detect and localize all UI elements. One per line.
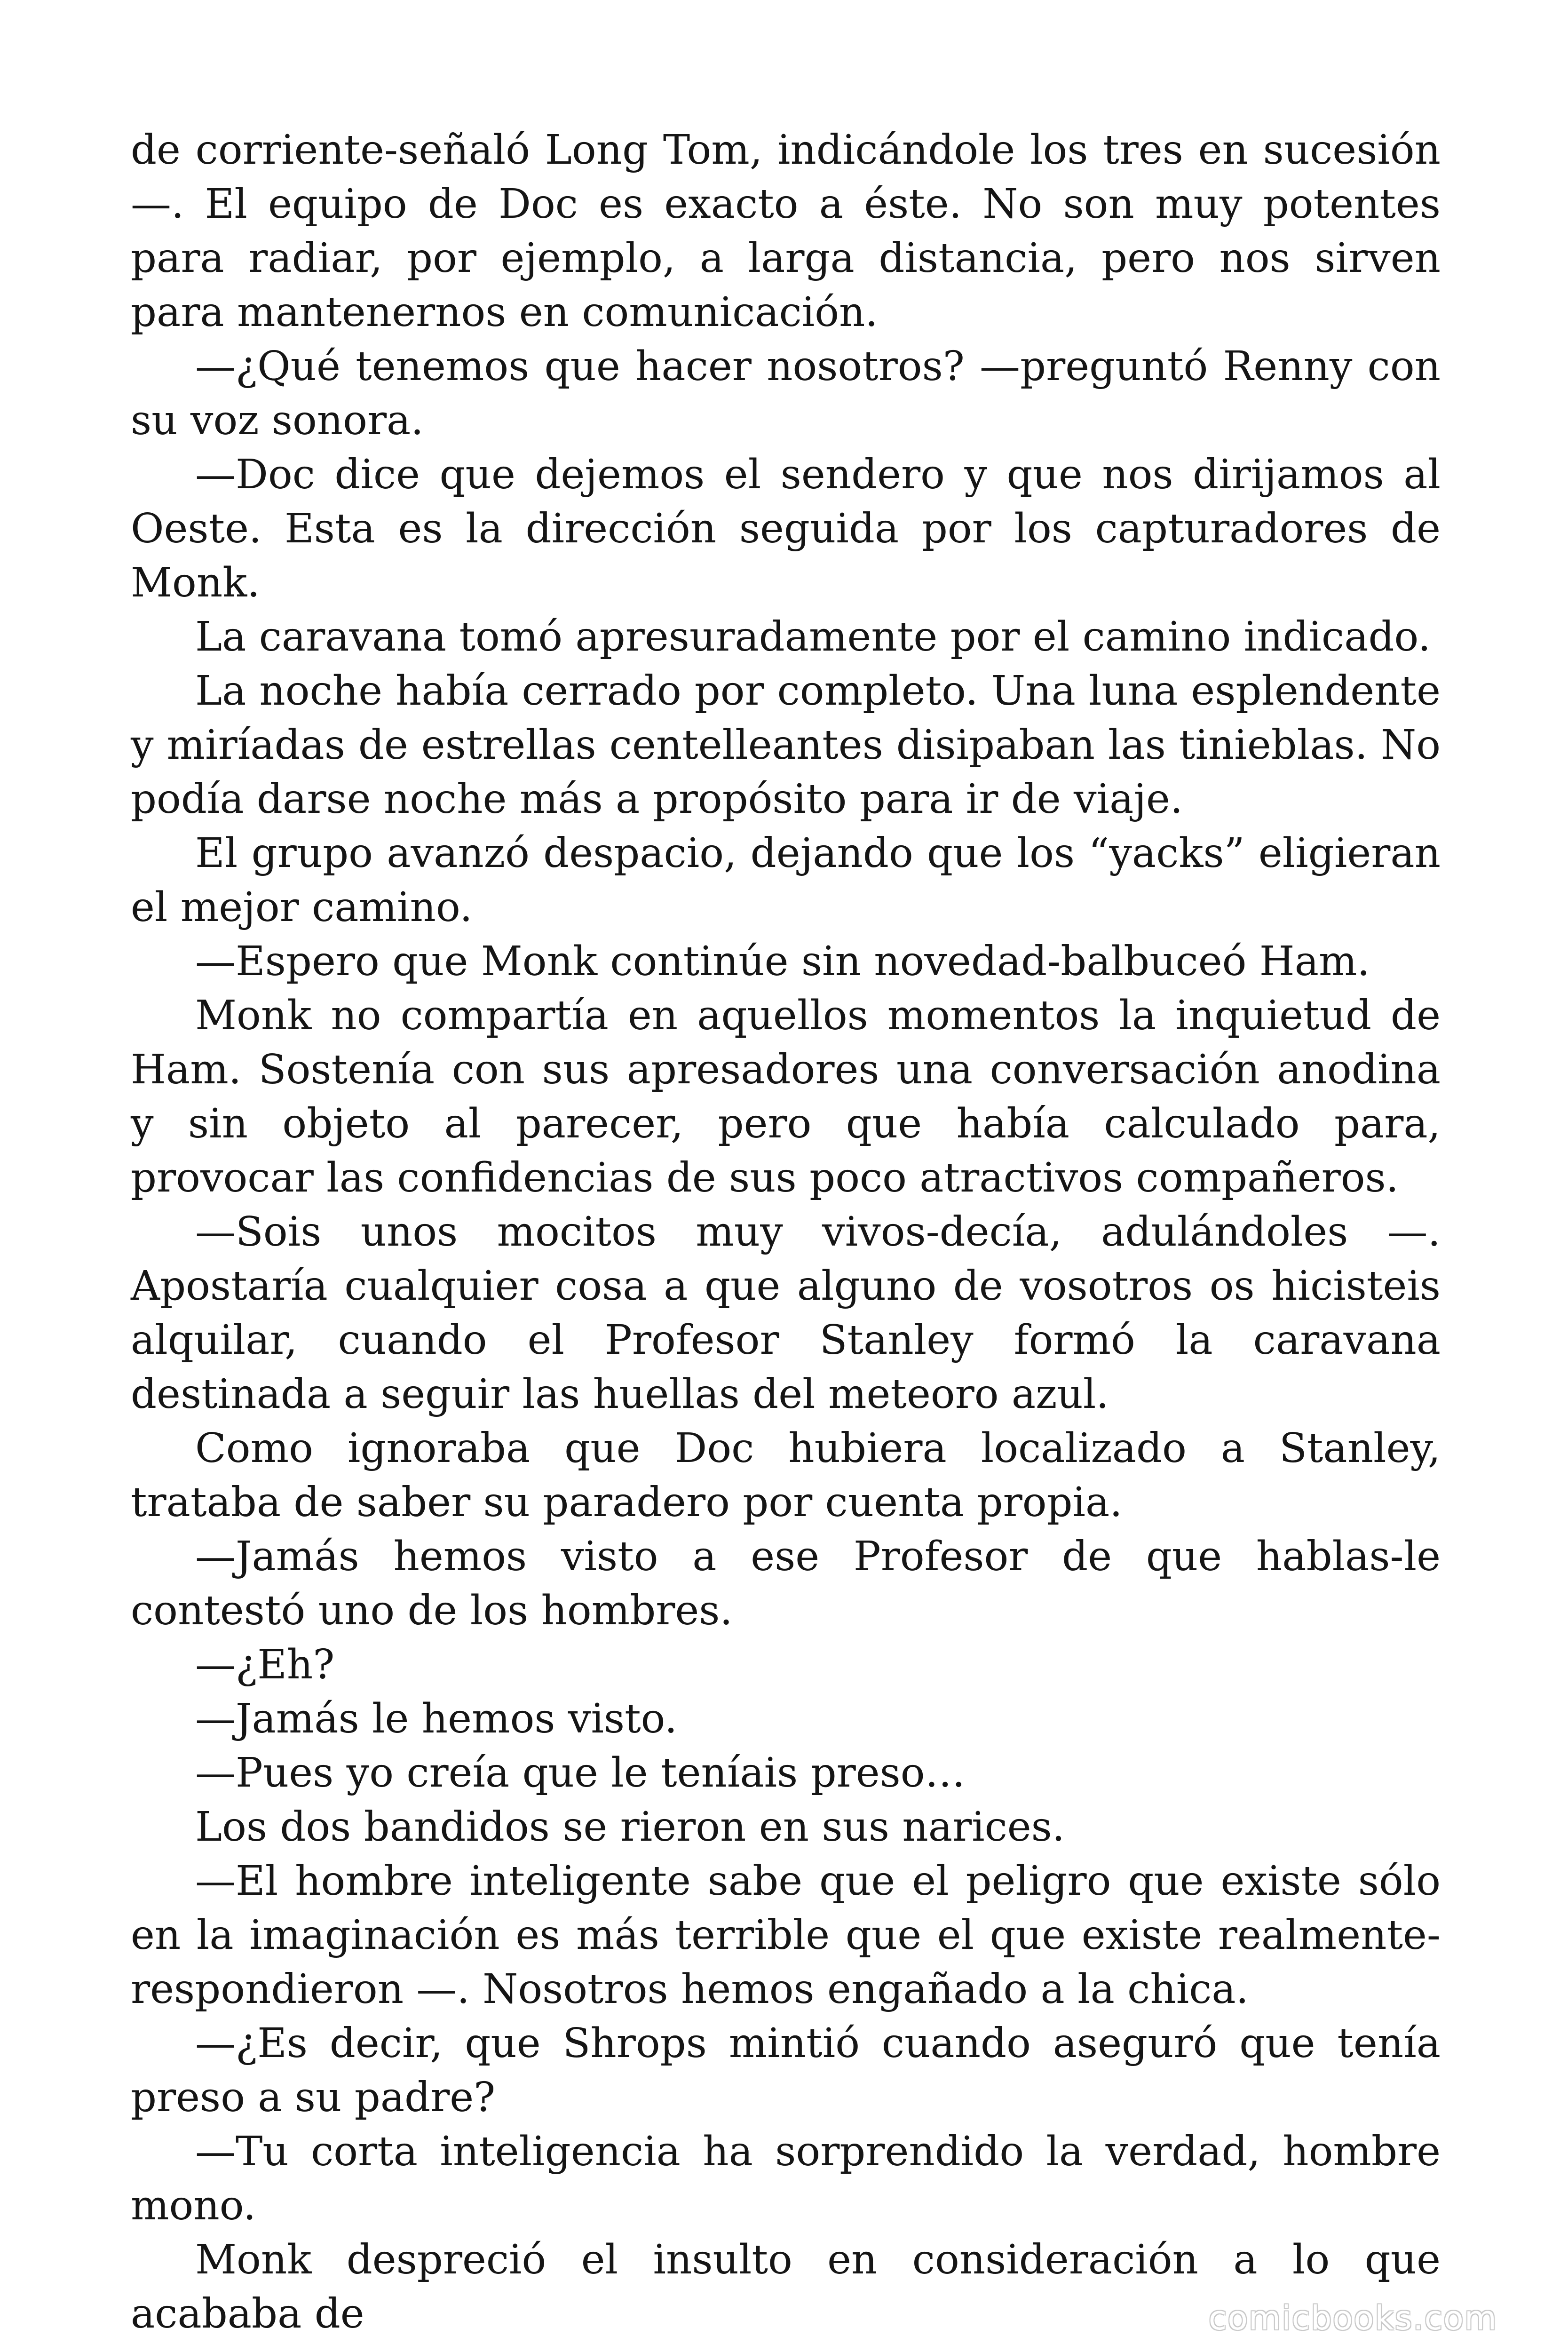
paragraph: Monk no compartía en aquellos momentos la inquietud de Ham. Sostenía con sus apresadores una conversación anodina y sin objeto al parecer, pero que había calculado para, provocar las confidencias de sus poco atractivos compañeros. — [131, 992, 1441, 1201]
page-body-text — [131, 123, 1441, 2341]
paragraph: —¿Qué tenemos que hacer nosotros? —preguntó Renny con su voz sonora. — [131, 343, 1441, 444]
paragraph: —El hombre inteligente sabe que el peligro que existe sólo en la imaginación es más terrible que el que existe realmente-respondieron —. Nosotros hemos engañado a la chica. — [131, 1858, 1441, 2013]
paragraph: Como ignoraba que Doc hubiera localizado a Stanley, trataba de saber su paradero por cuenta propia. — [131, 1425, 1441, 1526]
paragraph: —Tu corta inteligencia ha sorprendido la verdad, hombre mono. — [131, 2128, 1441, 2229]
paragraph: —Doc dice que dejemos el sendero y que nos dirijamos al Oeste. Esta es la dirección seguida por los capturadores de Monk. — [131, 451, 1441, 606]
paragraph: —Jamás hemos visto a ese Profesor de que hablas-le contestó uno de los hombres. — [131, 1533, 1441, 1634]
paragraph: de corriente-señaló Long Tom, indicándole los tres en sucesión —. El equipo de Doc es exacto a éste. No son muy potentes para radiar, por ejemplo, a larga distancia, pero nos sirven para mantenernos en comunicación. — [131, 127, 1441, 336]
paragraph: El grupo avanzó despacio, dejando que los “yacks” eligieran el mejor camino. — [131, 830, 1441, 931]
paragraph: —Pues yo creía que le teníais preso… — [195, 1749, 966, 1796]
paragraph: —¿Es decir, que Shrops mintió cuando aseguró que tenía preso a su padre? — [131, 2020, 1441, 2121]
paragraph: —Jamás le hemos visto. — [195, 1695, 678, 1742]
paragraph: La noche había cerrado por completo. Una luna esplendente y miríadas de estrellas centelleantes disipaban las tinieblas. No podía darse noche más a propósito para ir de viaje. — [131, 667, 1441, 823]
paragraph: Monk despreció el insulto en consideración a lo que acababa de — [131, 2236, 1441, 2337]
paragraph: —¿Eh? — [195, 1641, 335, 1688]
watermark: comicbooks.com — [1208, 2299, 1497, 2337]
paragraph: Los dos bandidos se rieron en sus narices. — [195, 1804, 1065, 1851]
paragraph: La caravana tomó apresuradamente por el camino indicado. — [195, 613, 1431, 660]
paragraph: —Sois unos mocitos muy vivos-decía, adulándoles —. Apostaría cualquier cosa a que alguno de vosotros os hicisteis alquilar, cuando el Profesor Stanley formó la caravana destinada a seguir las huellas del meteoro azul. — [131, 1208, 1441, 1418]
paragraph: —Espero que Monk continúe sin novedad-balbuceó Ham. — [195, 938, 1370, 985]
